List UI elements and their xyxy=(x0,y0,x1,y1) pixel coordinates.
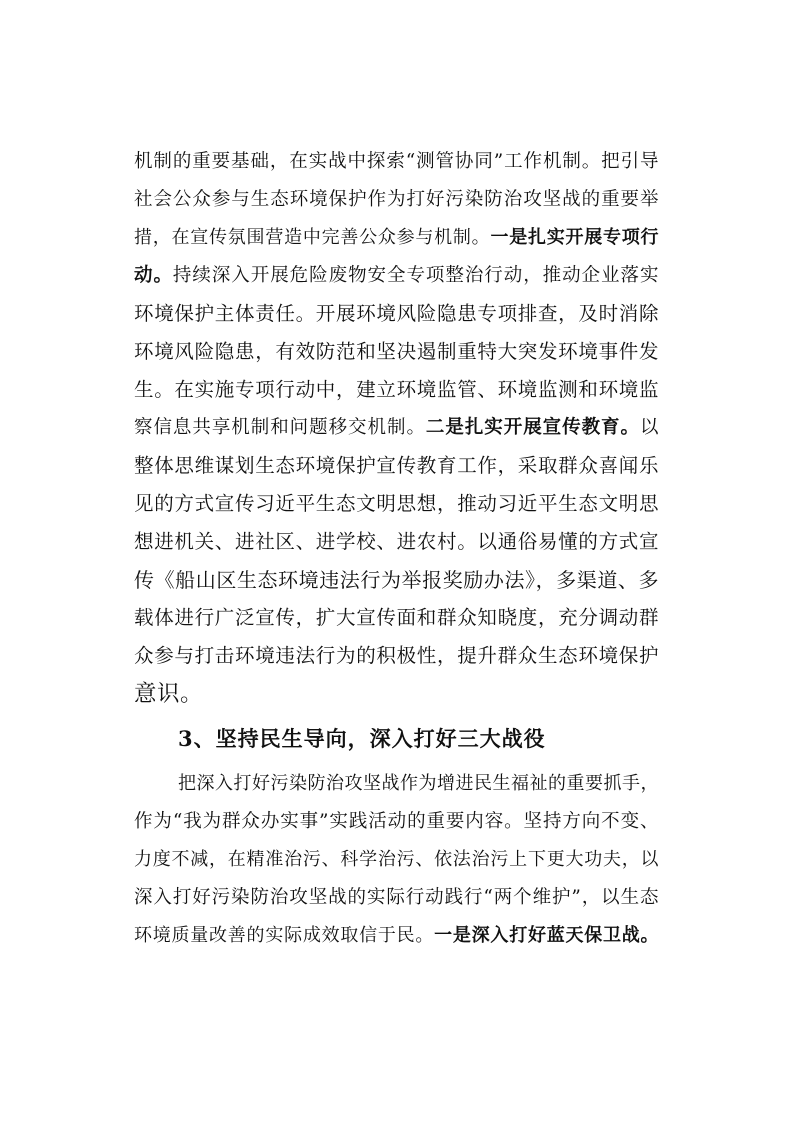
line-text: 措，在宣传氛围营造中完善公众参与机制。 xyxy=(134,227,491,248)
line-text: 作为“我为群众办实事”实践活动的重要内容。坚持方向不变、 xyxy=(134,811,659,832)
paragraph-line xyxy=(134,843,659,877)
line-text: 见的方式宣传习近平生态文明思想，推动习近平生态文明思 xyxy=(134,492,659,515)
line-text: 以 xyxy=(639,417,659,438)
line-text: 意识。 xyxy=(134,681,204,707)
line-text: 力度不减，在精准治污、科学治污、依法治污上下更大功夫，以 xyxy=(134,849,659,870)
paragraph-line xyxy=(134,449,659,483)
line-text-bold: 动。 xyxy=(134,265,173,286)
line-text: 生。在实施专项行动中，建立环境监管、环境监测和环境监 xyxy=(134,378,659,401)
line-text: 深入打好污染防治攻坚战的实际行动践行“两个维护”，以生态 xyxy=(134,887,659,908)
paragraph-line xyxy=(134,297,659,331)
line-text: 传《船山区生态环境违法行为举报奖励办法》，多渠道、多 xyxy=(134,568,659,592)
paragraph-line xyxy=(134,335,659,369)
paragraph-line xyxy=(134,639,659,673)
paragraph-line xyxy=(134,805,659,839)
paragraph-line xyxy=(134,881,659,915)
paragraph-line xyxy=(134,221,659,255)
paragraph-line xyxy=(134,919,659,953)
line-text: 环境质量改善的实际成效取信于民。 xyxy=(134,925,435,946)
paragraph-line xyxy=(134,373,659,407)
paragraph-line xyxy=(134,259,659,293)
line-text: 想进机关、进社区、进学校、进农村。以通俗易懂的方式宣 xyxy=(134,530,659,553)
line-text: 把深入打好污染防治攻坚战作为增进民生福祉的重要抓手， xyxy=(178,773,659,794)
line-text: 环境保护主体责任。开展环境风险隐患专项排查，及时消除 xyxy=(134,302,659,325)
line-text: 持续深入开展危险废物安全专项整治行动，推动企业落实 xyxy=(172,265,659,286)
paragraph-line xyxy=(178,767,659,801)
paragraph-line xyxy=(134,487,659,521)
line-text: 整体思维谋划生态环境保护宣传教育工作，采取群众喜闻乐 xyxy=(134,454,659,477)
paragraph-line xyxy=(134,411,659,445)
paragraph-line xyxy=(134,601,659,635)
line-text-bold: 一是扎实开展专项行 xyxy=(490,227,660,248)
section-heading: 3、坚持民生导向，深入打好三大战役 xyxy=(178,726,546,751)
line-text: 众参与打击环境违法行为的积极性，提升群众生态环境保护 xyxy=(134,644,659,667)
line-text: 社会公众参与生态环境保护作为打好污染防治攻坚战的重要举 xyxy=(134,189,659,210)
line-text: 察信息共享机制和问题移交机制。 xyxy=(134,417,426,438)
paragraph-line xyxy=(134,145,659,179)
line-text-bold: 二是扎实开展宣传教育。 xyxy=(425,417,640,438)
line-text-bold: 一是深入打好蓝天保卫战。 xyxy=(434,925,660,946)
paragraph-line xyxy=(134,563,659,597)
line-text: 环境风险隐患，有效防范和坚决遏制重特大突发环境事件发 xyxy=(134,340,659,363)
paragraph-line xyxy=(134,677,659,711)
paragraph-line xyxy=(134,183,659,217)
paragraph-line xyxy=(134,525,659,559)
line-text: 载体进行广泛宣传，扩大宣传面和群众知晓度，充分调动群 xyxy=(134,606,659,629)
line-text: 机制的重要基础，在实战中探索“测管协同”工作机制。把引导 xyxy=(134,151,659,172)
